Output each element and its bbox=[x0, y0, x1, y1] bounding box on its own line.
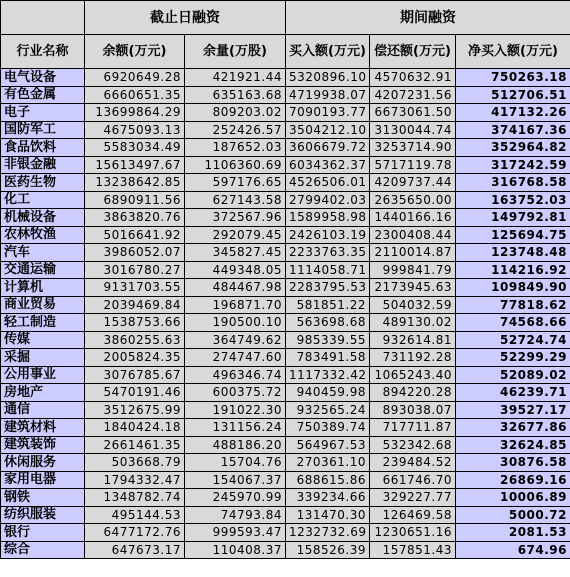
industry-cell: 电气设备 bbox=[1, 69, 85, 87]
net-buy-cell: 123748.48 bbox=[456, 244, 570, 262]
table-row bbox=[1, 436, 570, 454]
table-row bbox=[1, 524, 570, 542]
buy-amount-cell: 750389.74 bbox=[286, 419, 370, 437]
industry-cell: 综合 bbox=[1, 541, 85, 559]
repay-amount-cell: 4570632.91 bbox=[370, 69, 456, 87]
repay-amount-cell: 932614.81 bbox=[370, 331, 456, 349]
balance-amount-cell: 6660651.35 bbox=[85, 86, 185, 104]
repay-amount-cell: 1230651.16 bbox=[370, 524, 456, 542]
buy-amount-cell: 688615.86 bbox=[286, 471, 370, 489]
net-buy-cell: 374167.36 bbox=[456, 121, 570, 139]
buy-amount-cell: 2426103.19 bbox=[286, 226, 370, 244]
repay-amount-cell: 661746.70 bbox=[370, 471, 456, 489]
industry-cell: 传媒 bbox=[1, 331, 85, 349]
table-row bbox=[1, 69, 570, 87]
balance-amount-cell: 2005824.35 bbox=[85, 349, 185, 367]
repay-amount-cell: 4209737.44 bbox=[370, 174, 456, 192]
repay-amount-cell: 6673061.50 bbox=[370, 104, 456, 122]
repay-amount-cell: 489130.02 bbox=[370, 314, 456, 332]
buy-amount-cell: 5320896.10 bbox=[286, 69, 370, 87]
table-row bbox=[1, 349, 570, 367]
net-buy-cell: 32677.86 bbox=[456, 419, 570, 437]
table-row bbox=[1, 279, 570, 297]
repay-amount-cell: 999841.79 bbox=[370, 261, 456, 279]
table-row bbox=[1, 384, 570, 402]
balance-amount-cell: 13238642.85 bbox=[85, 174, 185, 192]
repay-amount-cell: 329227.77 bbox=[370, 489, 456, 507]
balance-amount-cell: 15613497.67 bbox=[85, 156, 185, 174]
table-row bbox=[1, 209, 570, 227]
net-buy-cell: 77818.62 bbox=[456, 296, 570, 314]
balance-amount-cell: 3076785.67 bbox=[85, 366, 185, 384]
balance-volume-cell: 154067.37 bbox=[185, 471, 286, 489]
net-buy-cell: 750263.18 bbox=[456, 69, 570, 87]
balance-amount-cell: 13699864.29 bbox=[85, 104, 185, 122]
table-row bbox=[1, 541, 570, 559]
net-buy-cell: 52299.29 bbox=[456, 349, 570, 367]
repay-amount-cell: 239484.52 bbox=[370, 454, 456, 472]
balance-amount-cell: 647673.17 bbox=[85, 541, 185, 559]
buy-amount-cell: 3504212.10 bbox=[286, 121, 370, 139]
industry-cell: 通信 bbox=[1, 401, 85, 419]
net-buy-cell: 32624.85 bbox=[456, 436, 570, 454]
net-buy-cell: 52089.02 bbox=[456, 366, 570, 384]
repay-amount-cell: 5717119.78 bbox=[370, 156, 456, 174]
balance-volume-cell: 191022.30 bbox=[185, 401, 286, 419]
balance-amount-cell: 1538753.66 bbox=[85, 314, 185, 332]
balance-volume-cell: 292079.45 bbox=[185, 226, 286, 244]
balance-volume-cell: 190500.10 bbox=[185, 314, 286, 332]
buy-amount-cell: 1114058.71 bbox=[286, 261, 370, 279]
table-row bbox=[1, 139, 570, 157]
table-row bbox=[1, 191, 570, 209]
repay-amount-cell: 2635650.00 bbox=[370, 191, 456, 209]
buy-amount-cell: 131470.30 bbox=[286, 506, 370, 524]
industry-cell: 建筑装饰 bbox=[1, 436, 85, 454]
header-blank bbox=[1, 1, 85, 35]
net-buy-cell: 417132.26 bbox=[456, 104, 570, 122]
table-row bbox=[1, 226, 570, 244]
industry-cell: 交通运输 bbox=[1, 261, 85, 279]
net-buy-cell: 52724.74 bbox=[456, 331, 570, 349]
balance-volume-cell: 449348.05 bbox=[185, 261, 286, 279]
industry-cell: 采掘 bbox=[1, 349, 85, 367]
buy-amount-cell: 3606679.72 bbox=[286, 139, 370, 157]
balance-amount-cell: 9131703.55 bbox=[85, 279, 185, 297]
industry-cell: 机械设备 bbox=[1, 209, 85, 227]
net-buy-cell: 26869.16 bbox=[456, 471, 570, 489]
table-row bbox=[1, 331, 570, 349]
balance-amount-cell: 6890911.56 bbox=[85, 191, 185, 209]
balance-amount-cell: 1840424.18 bbox=[85, 419, 185, 437]
table-row bbox=[1, 489, 570, 507]
table-row bbox=[1, 261, 570, 279]
industry-cell: 商业贸易 bbox=[1, 296, 85, 314]
repay-amount-cell: 3130044.74 bbox=[370, 121, 456, 139]
buy-amount-cell: 6034362.37 bbox=[286, 156, 370, 174]
buy-amount-cell: 563698.68 bbox=[286, 314, 370, 332]
net-buy-cell: 10006.89 bbox=[456, 489, 570, 507]
table-row bbox=[1, 506, 570, 524]
industry-cell: 纺织服装 bbox=[1, 506, 85, 524]
buy-amount-cell: 564967.53 bbox=[286, 436, 370, 454]
balance-volume-cell: 999593.47 bbox=[185, 524, 286, 542]
balance-volume-cell: 196871.70 bbox=[185, 296, 286, 314]
buy-amount-cell: 985339.55 bbox=[286, 331, 370, 349]
balance-amount-cell: 3986052.07 bbox=[85, 244, 185, 262]
balance-volume-cell: 372567.96 bbox=[185, 209, 286, 227]
header-balance-amount: 余额(万元) bbox=[85, 35, 185, 69]
balance-amount-cell: 3863820.76 bbox=[85, 209, 185, 227]
balance-amount-cell: 495144.53 bbox=[85, 506, 185, 524]
buy-amount-cell: 4526506.01 bbox=[286, 174, 370, 192]
header-net-buy-amount: 净买入额(万元) bbox=[456, 35, 570, 69]
repay-amount-cell: 1065243.40 bbox=[370, 366, 456, 384]
balance-volume-cell: 345827.45 bbox=[185, 244, 286, 262]
buy-amount-cell: 2233763.35 bbox=[286, 244, 370, 262]
balance-amount-cell: 1348782.74 bbox=[85, 489, 185, 507]
header-closing-financing: 截止日融资 bbox=[85, 1, 286, 35]
net-buy-cell: 2081.53 bbox=[456, 524, 570, 542]
repay-amount-cell: 894220.28 bbox=[370, 384, 456, 402]
balance-volume-cell: 187652.03 bbox=[185, 139, 286, 157]
buy-amount-cell: 270361.10 bbox=[286, 454, 370, 472]
industry-cell: 有色金属 bbox=[1, 86, 85, 104]
buy-amount-cell: 1232732.69 bbox=[286, 524, 370, 542]
balance-volume-cell: 600375.72 bbox=[185, 384, 286, 402]
repay-amount-cell: 1440166.16 bbox=[370, 209, 456, 227]
industry-cell: 医药生物 bbox=[1, 174, 85, 192]
industry-cell: 农林牧渔 bbox=[1, 226, 85, 244]
repay-amount-cell: 126469.58 bbox=[370, 506, 456, 524]
net-buy-cell: 674.96 bbox=[456, 541, 570, 559]
net-buy-cell: 163752.03 bbox=[456, 191, 570, 209]
net-buy-cell: 30876.58 bbox=[456, 454, 570, 472]
balance-volume-cell: 1106360.69 bbox=[185, 156, 286, 174]
balance-amount-cell: 4675093.13 bbox=[85, 121, 185, 139]
industry-cell: 银行 bbox=[1, 524, 85, 542]
balance-amount-cell: 503668.79 bbox=[85, 454, 185, 472]
balance-volume-cell: 635163.68 bbox=[185, 86, 286, 104]
buy-amount-cell: 932565.24 bbox=[286, 401, 370, 419]
repay-amount-cell: 532342.68 bbox=[370, 436, 456, 454]
industry-cell: 家用电器 bbox=[1, 471, 85, 489]
repay-amount-cell: 2110014.87 bbox=[370, 244, 456, 262]
table-row bbox=[1, 296, 570, 314]
balance-volume-cell: 110408.37 bbox=[185, 541, 286, 559]
repay-amount-cell: 893038.07 bbox=[370, 401, 456, 419]
buy-amount-cell: 339234.66 bbox=[286, 489, 370, 507]
industry-cell: 国防军工 bbox=[1, 121, 85, 139]
balance-amount-cell: 5583034.49 bbox=[85, 139, 185, 157]
repay-amount-cell: 2300408.44 bbox=[370, 226, 456, 244]
industry-cell: 钢铁 bbox=[1, 489, 85, 507]
net-buy-cell: 109849.90 bbox=[456, 279, 570, 297]
balance-amount-cell: 6477172.76 bbox=[85, 524, 185, 542]
table-body bbox=[1, 69, 570, 559]
net-buy-cell: 352964.82 bbox=[456, 139, 570, 157]
table-row bbox=[1, 471, 570, 489]
net-buy-cell: 316768.58 bbox=[456, 174, 570, 192]
balance-volume-cell: 131156.24 bbox=[185, 419, 286, 437]
net-buy-cell: 39527.17 bbox=[456, 401, 570, 419]
industry-cell: 食品饮料 bbox=[1, 139, 85, 157]
header-buy-amount: 买入额(万元) bbox=[286, 35, 370, 69]
balance-amount-cell: 1794332.47 bbox=[85, 471, 185, 489]
repay-amount-cell: 731192.28 bbox=[370, 349, 456, 367]
repay-amount-cell: 2173945.63 bbox=[370, 279, 456, 297]
header-repay-amount: 偿还额(万元) bbox=[370, 35, 456, 69]
table-row bbox=[1, 156, 570, 174]
repay-amount-cell: 157851.43 bbox=[370, 541, 456, 559]
balance-volume-cell: 252426.57 bbox=[185, 121, 286, 139]
column-header-row bbox=[1, 35, 570, 69]
repay-amount-cell: 4207231.56 bbox=[370, 86, 456, 104]
balance-volume-cell: 74793.84 bbox=[185, 506, 286, 524]
group-header-row bbox=[1, 1, 570, 35]
balance-volume-cell: 274747.60 bbox=[185, 349, 286, 367]
industry-cell: 休闲服务 bbox=[1, 454, 85, 472]
industry-cell: 汽车 bbox=[1, 244, 85, 262]
net-buy-cell: 74568.66 bbox=[456, 314, 570, 332]
table-row bbox=[1, 244, 570, 262]
balance-volume-cell: 15704.76 bbox=[185, 454, 286, 472]
net-buy-cell: 114216.92 bbox=[456, 261, 570, 279]
buy-amount-cell: 2283795.53 bbox=[286, 279, 370, 297]
industry-cell: 公用事业 bbox=[1, 366, 85, 384]
table-row bbox=[1, 314, 570, 332]
industry-cell: 计算机 bbox=[1, 279, 85, 297]
industry-cell: 房地产 bbox=[1, 384, 85, 402]
balance-amount-cell: 6920649.28 bbox=[85, 69, 185, 87]
balance-volume-cell: 488186.20 bbox=[185, 436, 286, 454]
buy-amount-cell: 940459.98 bbox=[286, 384, 370, 402]
industry-cell: 化工 bbox=[1, 191, 85, 209]
industry-cell: 非银金融 bbox=[1, 156, 85, 174]
balance-amount-cell: 3512675.99 bbox=[85, 401, 185, 419]
balance-volume-cell: 364749.62 bbox=[185, 331, 286, 349]
industry-cell: 建筑材料 bbox=[1, 419, 85, 437]
balance-volume-cell: 484467.98 bbox=[185, 279, 286, 297]
table-row bbox=[1, 121, 570, 139]
net-buy-cell: 5000.72 bbox=[456, 506, 570, 524]
table-row bbox=[1, 366, 570, 384]
table-row bbox=[1, 174, 570, 192]
table-row bbox=[1, 419, 570, 437]
buy-amount-cell: 581851.22 bbox=[286, 296, 370, 314]
industry-cell: 轻工制造 bbox=[1, 314, 85, 332]
balance-amount-cell: 2661461.35 bbox=[85, 436, 185, 454]
repay-amount-cell: 717711.87 bbox=[370, 419, 456, 437]
repay-amount-cell: 3253714.90 bbox=[370, 139, 456, 157]
balance-amount-cell: 5470191.46 bbox=[85, 384, 185, 402]
repay-amount-cell: 504032.59 bbox=[370, 296, 456, 314]
net-buy-cell: 512706.51 bbox=[456, 86, 570, 104]
table-row bbox=[1, 104, 570, 122]
buy-amount-cell: 4719938.07 bbox=[286, 86, 370, 104]
net-buy-cell: 317242.59 bbox=[456, 156, 570, 174]
balance-amount-cell: 3016780.27 bbox=[85, 261, 185, 279]
balance-volume-cell: 496346.74 bbox=[185, 366, 286, 384]
buy-amount-cell: 158526.39 bbox=[286, 541, 370, 559]
header-balance-volume: 余量(万股) bbox=[185, 35, 286, 69]
buy-amount-cell: 783491.58 bbox=[286, 349, 370, 367]
table-row bbox=[1, 454, 570, 472]
buy-amount-cell: 1117332.42 bbox=[286, 366, 370, 384]
buy-amount-cell: 7090193.77 bbox=[286, 104, 370, 122]
net-buy-cell: 149792.81 bbox=[456, 209, 570, 227]
buy-amount-cell: 1589958.98 bbox=[286, 209, 370, 227]
balance-amount-cell: 3860255.63 bbox=[85, 331, 185, 349]
header-industry: 行业名称 bbox=[1, 35, 85, 69]
balance-volume-cell: 627143.58 bbox=[185, 191, 286, 209]
table-row bbox=[1, 86, 570, 104]
net-buy-cell: 46239.71 bbox=[456, 384, 570, 402]
header-period-financing: 期间融资 bbox=[286, 1, 570, 35]
balance-volume-cell: 421921.44 bbox=[185, 69, 286, 87]
table-row bbox=[1, 401, 570, 419]
industry-cell: 电子 bbox=[1, 104, 85, 122]
balance-volume-cell: 809203.02 bbox=[185, 104, 286, 122]
balance-amount-cell: 2039469.84 bbox=[85, 296, 185, 314]
balance-volume-cell: 245970.99 bbox=[185, 489, 286, 507]
balance-volume-cell: 597176.65 bbox=[185, 174, 286, 192]
buy-amount-cell: 2799402.03 bbox=[286, 191, 370, 209]
net-buy-cell: 125694.75 bbox=[456, 226, 570, 244]
balance-amount-cell: 5016641.92 bbox=[85, 226, 185, 244]
